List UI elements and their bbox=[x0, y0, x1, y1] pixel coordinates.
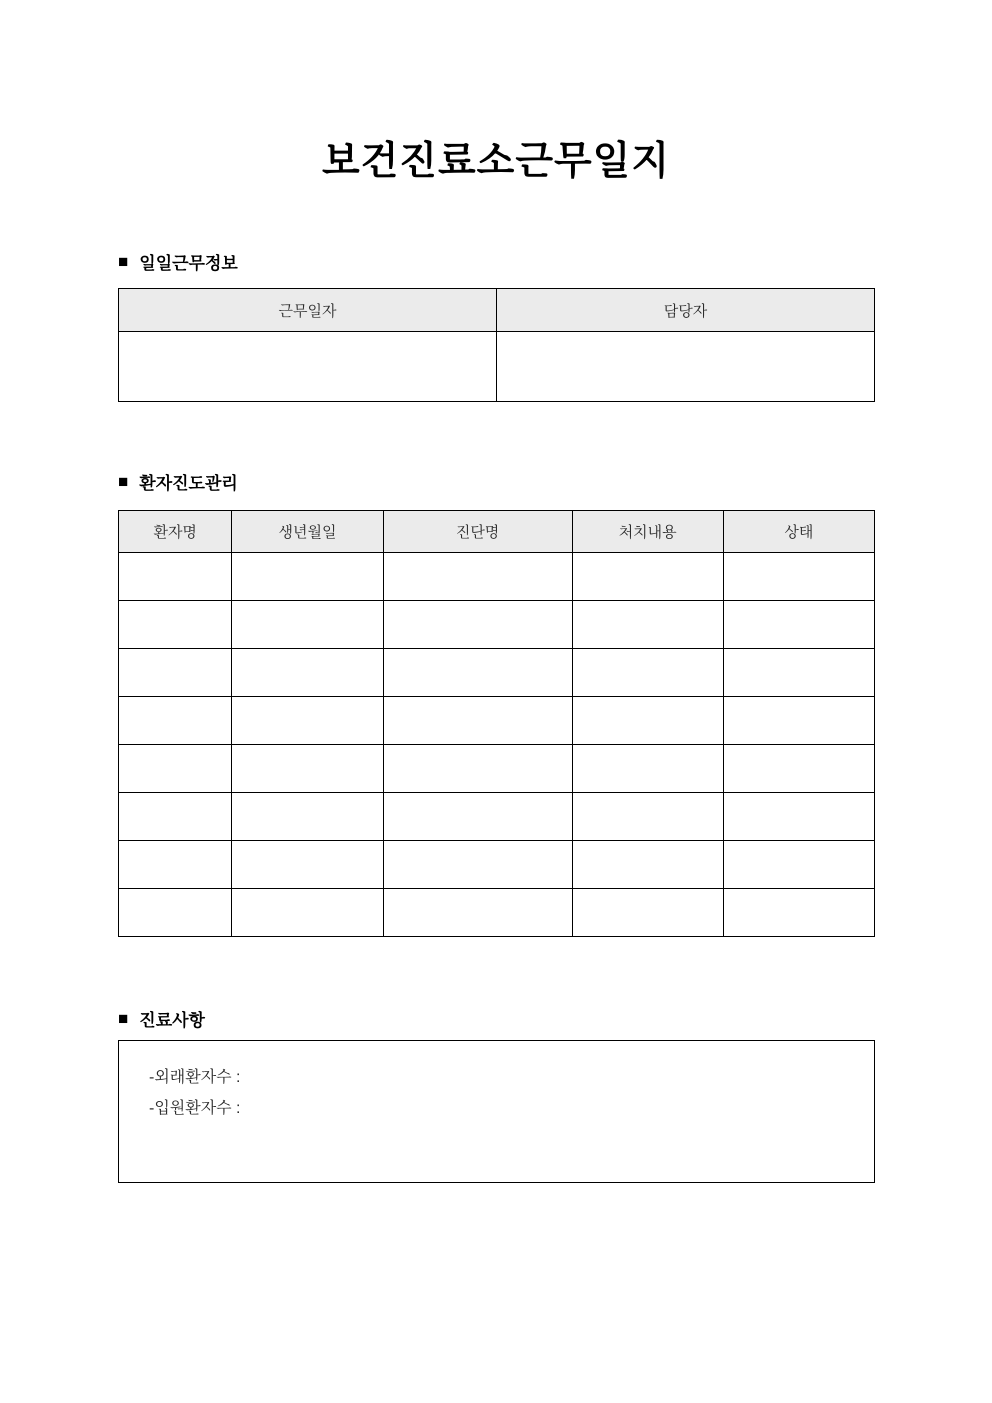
table-cell bbox=[232, 793, 383, 841]
column-header-work-date: 근무일자 bbox=[119, 289, 497, 332]
table-cell bbox=[119, 601, 232, 649]
table-cell bbox=[232, 745, 383, 793]
column-header-treatment: 처치내용 bbox=[572, 511, 723, 553]
outpatient-count-line: -외래환자수 : bbox=[149, 1069, 241, 1086]
table-row bbox=[119, 841, 875, 889]
column-header-status: 상태 bbox=[723, 511, 874, 553]
table-row bbox=[119, 332, 875, 402]
treatment-notes-box bbox=[118, 1040, 875, 1183]
table-cell bbox=[232, 601, 383, 649]
table-cell bbox=[572, 841, 723, 889]
table-cell bbox=[383, 553, 572, 601]
column-header-patient-name: 환자명 bbox=[119, 511, 232, 553]
section-title-daily-work: 일일근무정보 bbox=[139, 254, 238, 273]
column-header-diagnosis: 진단명 bbox=[383, 511, 572, 553]
section-heading-treatment bbox=[118, 1006, 205, 1031]
table-cell bbox=[383, 841, 572, 889]
section-heading-patient-progress bbox=[118, 469, 238, 494]
section-title-patient-progress: 환자진도관리 bbox=[139, 474, 238, 493]
table-cell bbox=[572, 601, 723, 649]
table-cell bbox=[572, 745, 723, 793]
patient-progress-table bbox=[118, 510, 875, 937]
table-row bbox=[119, 601, 875, 649]
inpatient-count-line: -입원환자수 : bbox=[149, 1100, 241, 1117]
table-cell bbox=[572, 697, 723, 745]
table-cell bbox=[572, 649, 723, 697]
document-title: 보건진료소근무일지 bbox=[321, 140, 671, 183]
table-row bbox=[119, 553, 875, 601]
table-cell bbox=[383, 793, 572, 841]
table-cell bbox=[232, 649, 383, 697]
table-cell bbox=[119, 553, 232, 601]
section-square-icon: ■ bbox=[118, 1009, 129, 1028]
table-cell bbox=[723, 697, 874, 745]
table-cell bbox=[723, 553, 874, 601]
table-cell-work-date bbox=[119, 332, 497, 402]
table-row bbox=[119, 793, 875, 841]
daily-work-table bbox=[118, 288, 875, 402]
table-cell bbox=[723, 745, 874, 793]
table-cell bbox=[119, 649, 232, 697]
section-square-icon: ■ bbox=[118, 472, 129, 491]
table-row bbox=[119, 745, 875, 793]
column-header-birth-date: 생년월일 bbox=[232, 511, 383, 553]
table-row bbox=[119, 889, 875, 937]
table-row bbox=[119, 697, 875, 745]
section-square-icon: ■ bbox=[118, 252, 129, 271]
section-heading-daily-work bbox=[118, 249, 238, 274]
table-cell-manager bbox=[497, 332, 875, 402]
table-cell bbox=[572, 553, 723, 601]
table-cell bbox=[383, 889, 572, 937]
table-cell bbox=[119, 793, 232, 841]
table-cell bbox=[572, 793, 723, 841]
table-cell bbox=[232, 889, 383, 937]
section-title-treatment: 진료사항 bbox=[139, 1011, 205, 1030]
table-cell bbox=[383, 745, 572, 793]
table-cell bbox=[572, 889, 723, 937]
table-cell bbox=[232, 553, 383, 601]
table-cell bbox=[723, 841, 874, 889]
table-cell bbox=[119, 697, 232, 745]
table-cell bbox=[119, 745, 232, 793]
table-header-row bbox=[119, 511, 875, 553]
table-cell bbox=[723, 649, 874, 697]
table-cell bbox=[383, 697, 572, 745]
table-cell bbox=[119, 841, 232, 889]
table-header-row bbox=[119, 289, 875, 332]
table-row bbox=[119, 649, 875, 697]
table-cell bbox=[723, 889, 874, 937]
column-header-manager: 담당자 bbox=[497, 289, 875, 332]
table-cell bbox=[232, 697, 383, 745]
table-cell bbox=[383, 601, 572, 649]
table-cell bbox=[723, 793, 874, 841]
table-cell bbox=[723, 601, 874, 649]
table-cell bbox=[232, 841, 383, 889]
table-cell bbox=[383, 649, 572, 697]
table-cell bbox=[119, 889, 232, 937]
